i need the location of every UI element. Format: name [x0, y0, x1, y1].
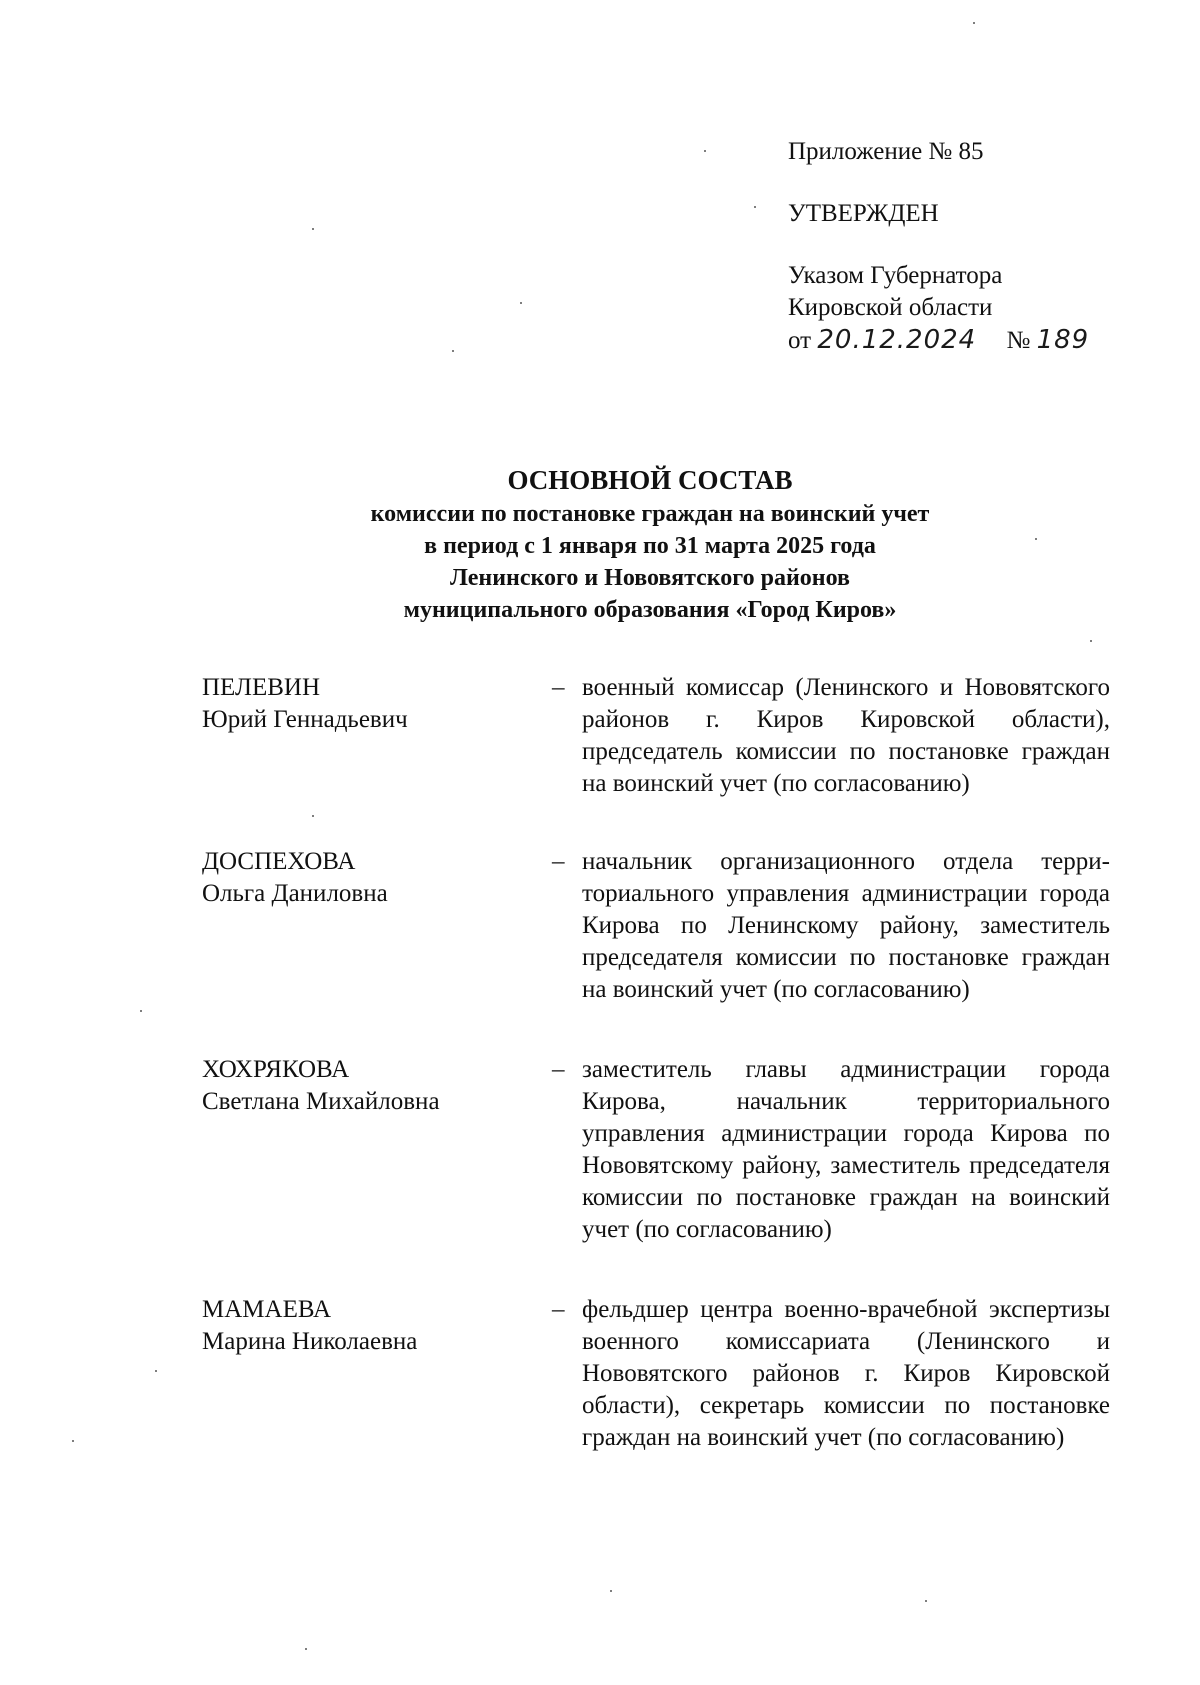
member-description: военный комиссар (Ленинского и Нововятского районов г. Киров Кировской области), председатель комиссии по постановке граждан на воинский учет (по согласованию) — [582, 674, 1110, 797]
scan-speck — [72, 1440, 74, 1442]
scan-speck — [140, 1010, 142, 1012]
title-line-1: комиссии по постановке граждан на воинский учет — [370, 501, 930, 527]
approval-block — [788, 136, 1128, 357]
member-dash: – — [552, 848, 565, 875]
member-dash: – — [552, 1296, 565, 1323]
handwritten-date: 20.12.2024 — [817, 325, 977, 355]
decree-date-line — [788, 324, 1128, 357]
handwritten-number: 189 — [1036, 325, 1090, 355]
member-name — [202, 1054, 542, 1246]
member-description: начальник организационного отдела территориального управления администрации города Кирова по Ленинскому району, заместитель председателя комиссии по постановке граждан на воинский учет (по согласованию) — [582, 848, 1110, 1003]
member-given-names: Ольга Даниловна — [202, 880, 388, 907]
scan-speck — [1035, 538, 1037, 540]
scan-speck — [312, 228, 314, 230]
member-entry — [202, 1054, 1110, 1246]
scan-speck — [704, 150, 706, 152]
member-name — [202, 672, 542, 800]
member-surname: ПЕЛЕВИН — [202, 674, 321, 701]
member-given-names: Юрий Геннадьевич — [202, 706, 408, 733]
decree-line-2: Кировской области — [788, 294, 993, 321]
scan-speck — [452, 350, 454, 352]
scan-speck — [610, 1590, 612, 1592]
title-line-4: муниципального образования «Город Киров» — [403, 597, 897, 623]
member-entry — [202, 672, 1110, 800]
scan-speck — [305, 1648, 307, 1650]
member-entry — [202, 1294, 1110, 1454]
appendix-number: Приложение № 85 — [788, 138, 984, 165]
member-dash: – — [552, 674, 565, 701]
approved-label: УТВЕРЖДЕН — [788, 200, 939, 227]
scan-speck — [1090, 640, 1092, 642]
scan-speck — [520, 302, 522, 304]
member-entry — [202, 846, 1110, 1006]
title-line-2: в период с 1 января по 31 марта 2025 года — [424, 533, 876, 559]
scan-speck — [754, 206, 756, 208]
title-main: ОСНОВНОЙ СОСТАВ — [507, 465, 793, 495]
member-description: фельдшер центра военно-врачебной экспертизы военного комиссариата (Ленинского и Нововятского районов г. Киров Кировской области), секретарь комиссии по постановке граждан на воинский учет (по согласованию) — [582, 1296, 1110, 1451]
member-given-names: Марина Николаевна — [202, 1328, 418, 1355]
date-prefix: от — [788, 327, 812, 354]
members-list — [202, 672, 1110, 1504]
member-surname: ДОСПЕХОВА — [202, 848, 356, 875]
document-title — [250, 462, 1050, 626]
scan-speck — [312, 815, 314, 817]
number-label: № — [1006, 327, 1031, 354]
member-name — [202, 846, 542, 1006]
member-given-names: Светлана Михайловна — [202, 1088, 440, 1115]
scan-speck — [973, 22, 975, 24]
member-surname: ХОХРЯКОВА — [202, 1056, 350, 1083]
scan-speck — [925, 1600, 927, 1602]
member-surname: МАМАЕВА — [202, 1296, 331, 1323]
member-name — [202, 1294, 542, 1454]
title-line-3: Ленинского и Нововятского районов — [450, 565, 850, 591]
member-description: заместитель главы администрации города Кирова, начальник территориального управления администрации города Кирова по Нововятскому району, заместитель председателя комиссии по постановке граждан на воинский учет (по согласованию) — [582, 1056, 1110, 1243]
decree-line-1: Указом Губернатора — [788, 262, 1003, 289]
scan-speck — [155, 1370, 157, 1372]
member-dash: – — [552, 1056, 565, 1083]
